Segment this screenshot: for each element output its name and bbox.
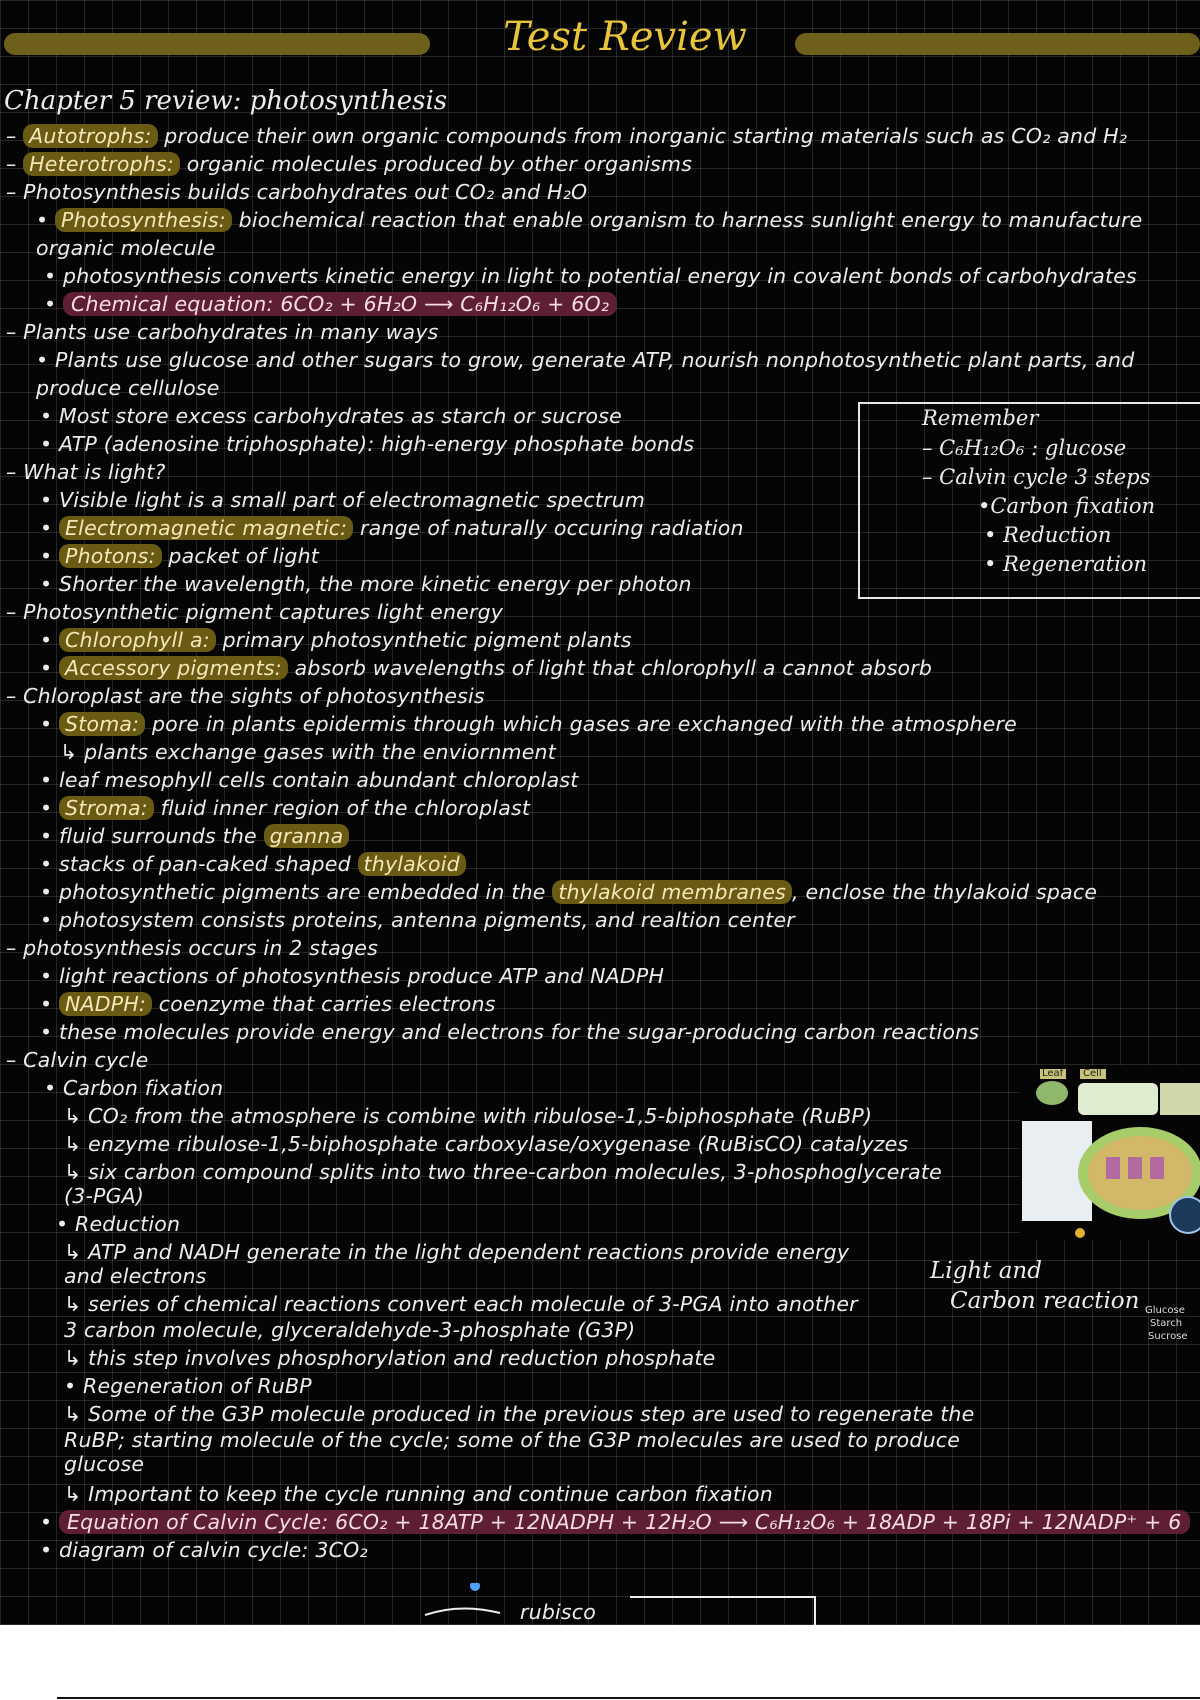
bullet-marker: • (40, 544, 60, 568)
note-line (64, 1104, 872, 1128)
title-bar-right (795, 33, 1200, 55)
note-line (36, 348, 1134, 372)
remember-item: • Regeneration (984, 552, 1148, 576)
note-line (40, 768, 579, 792)
bullet-marker: – (6, 460, 24, 484)
note-line (64, 1160, 942, 1184)
note-text: organic molecule (36, 236, 216, 260)
note-line (64, 1452, 144, 1476)
note-line (64, 1184, 144, 1208)
note-text: photosynthesis converts kinetic energy in light to potential energy in covalent bonds of carbohydrates (63, 264, 1137, 288)
note-line (44, 264, 1137, 288)
note-text: absorb wavelengths of light that chlorophyll a cannot absorb (287, 656, 933, 680)
note-line (6, 320, 439, 344)
note-line (6, 152, 692, 176)
note-line (40, 852, 466, 876)
bullet-marker: • (44, 1076, 64, 1100)
note-line (40, 992, 496, 1016)
note-text: CO₂ from the atmosphere is combine with ribulose-1,5-biphosphate (RuBP) (88, 1104, 873, 1128)
note-text: fluid surrounds the (59, 824, 264, 848)
note-text: biochemical reaction that enable organism to harness sunlight energy to manufacture (231, 208, 1143, 232)
bullet-marker: ↳ (64, 1160, 89, 1184)
highlighted-term: Chemical equation: 6CO₂ + 6H₂O ⟶ C₆H₁₂O₆ + 6O₂ (63, 292, 617, 316)
bullet-marker: • (40, 992, 60, 1016)
bullet-marker: ↳ (64, 1292, 89, 1316)
bullet-marker: ↳ (64, 1402, 89, 1426)
bullet-marker: • (40, 516, 60, 540)
highlighted-term: Heterotrophs: (23, 152, 180, 176)
note-line (64, 1428, 960, 1452)
figure-caption: Light and (930, 1258, 1042, 1284)
note-line (64, 1264, 207, 1288)
note-line (40, 964, 664, 988)
bullet-marker: • (44, 264, 64, 288)
bullet-marker: • (40, 908, 60, 932)
bullet-marker: • (40, 1020, 60, 1044)
note-text: Regeneration of RuBP (83, 1374, 312, 1398)
bullet-marker: • (36, 208, 56, 232)
note-line (40, 1020, 979, 1044)
bullet-marker: – (6, 936, 24, 960)
note-text: Photosynthetic pigment captures light energy (23, 600, 504, 624)
note-text: diagram of calvin cycle: 3CO₂ (59, 1538, 368, 1562)
figure-caption: Carbon reaction (950, 1288, 1140, 1314)
bullet-marker: • (36, 348, 56, 372)
note-line (40, 1510, 1190, 1534)
note-text: Important to keep the cycle running and continue carbon fixation (88, 1482, 773, 1506)
chapter-heading: Chapter 5 review: photosynthesis (4, 86, 448, 116)
note-line (64, 1240, 849, 1264)
note-line (64, 1292, 858, 1316)
bullet-marker: • (56, 1212, 76, 1236)
figure-label: Cell (1083, 1068, 1102, 1079)
note-line (40, 572, 692, 596)
note-text: enzyme ribulose-1,5-biphosphate carboxylase/oxygenase (RuBisCO) catalyzes (88, 1132, 909, 1156)
note-line (40, 880, 1097, 904)
note-line (40, 656, 932, 680)
bullet-marker: ↳ (64, 1346, 89, 1370)
note-text: Photosynthesis builds carbohydrates out CO₂ and H₂O (23, 180, 588, 204)
bullet-marker: ↳ (64, 1132, 89, 1156)
bullet-marker: – (6, 180, 24, 204)
note-line (56, 1212, 180, 1236)
note-line (40, 796, 530, 820)
bullet-marker: • (40, 964, 60, 988)
note-line (40, 908, 795, 932)
figure-label: Starch (1150, 1318, 1183, 1329)
bullet-marker: ↳ (64, 1104, 89, 1128)
remember-item: •Carbon fixation (978, 494, 1155, 518)
note-line (6, 936, 378, 960)
highlighted-term: Accessory pigments: (59, 656, 288, 680)
note-line (6, 600, 503, 624)
note-text: primary photosynthetic pigment plants (215, 628, 632, 652)
bullet-marker: – (6, 152, 24, 176)
note-text: Chloroplast are the sights of photosynthesis (23, 684, 485, 708)
note-line (40, 544, 319, 568)
note-line (6, 180, 587, 204)
note-line (40, 712, 1017, 736)
note-line (64, 1402, 974, 1426)
note-line (44, 1076, 223, 1100)
note-text: range of naturally occuring radiation (353, 516, 744, 540)
note-line (40, 1538, 368, 1562)
note-text: pore in plants epidermis through which gases are exchanged with the atmosphere (145, 712, 1017, 736)
note-line (40, 488, 645, 512)
note-line (6, 124, 1127, 148)
figure-label: Sucrose (1148, 1331, 1188, 1342)
note-text: glucose (64, 1452, 145, 1476)
note-line (36, 376, 220, 400)
note-text: Calvin cycle (23, 1048, 149, 1072)
bullet-marker: – (6, 320, 24, 344)
highlighted-term: Photons: (59, 544, 162, 568)
note-line (36, 236, 216, 260)
note-line (44, 292, 617, 316)
note-text: fluid inner region of the chloroplast (153, 796, 531, 820)
highlighted-term: Equation of Calvin Cycle: 6CO₂ + 18ATP + 12NADPH + 12H₂O ⟶ C₆H₁₂O₆ + 18ADP + 18Pi + 12NADP⁺ + 6 (59, 1510, 1190, 1534)
note-line (64, 1318, 635, 1342)
note-text: Some of the G3P molecule produced in the previous step are used to regenerate the (88, 1402, 975, 1426)
chloroplast-diagram (1020, 1065, 1200, 1240)
bullet-marker: • (40, 488, 60, 512)
bullet-marker: – (6, 124, 24, 148)
note-text: Plants use glucose and other sugars to grow, generate ATP, nourish nonphotosynthetic plant parts, and (55, 348, 1135, 372)
note-text: produce their own organic compounds from inorganic starting materials such as CO₂ and H₂ (157, 124, 1128, 148)
note-line (64, 1482, 773, 1506)
note-text: this step involves phosphorylation and reduction phosphate (88, 1346, 716, 1370)
note-line (40, 516, 744, 540)
bullet-marker: – (6, 1048, 24, 1072)
chloroplast-illustration (1020, 1065, 1200, 1240)
bullet-marker: • (40, 656, 60, 680)
note-text: plants exchange gases with the enviornment (84, 740, 556, 764)
calvin-cycle-sketch (415, 1583, 825, 1625)
bullet-marker: • (40, 572, 60, 596)
note-line (40, 432, 694, 456)
note-text: stacks of pan-caked shaped (59, 852, 358, 876)
page-title: Test Review (503, 14, 747, 60)
note-text: Shorter the wavelength, the more kinetic energy per photon (59, 572, 692, 596)
note-line (64, 1374, 312, 1398)
title-bar-left (4, 33, 430, 55)
bullet-marker: • (40, 796, 60, 820)
bullet-marker: • (40, 824, 60, 848)
note-text: photosynthetic pigments are embedded in the (59, 880, 553, 904)
note-text: ATP and NADH generate in the light dependent reactions provide energy (88, 1240, 850, 1264)
highlighted-term: Stoma: (59, 712, 145, 736)
note-line (6, 684, 485, 708)
note-text: ATP (adenosine triphosphate): high-energy phosphate bonds (59, 432, 695, 456)
rubisco-label: rubisco (520, 1600, 597, 1624)
note-text: produce cellulose (36, 376, 220, 400)
bullet-marker: • (44, 292, 64, 316)
note-text: photosystem consists proteins, antenna pigments, and realtion center (59, 908, 795, 932)
bullet-marker: ↳ (64, 1482, 89, 1506)
bullet-marker: – (6, 684, 24, 708)
bullet-marker: • (40, 768, 60, 792)
highlighted-term: NADPH: (59, 992, 152, 1016)
note-line (36, 208, 1143, 232)
note-text: packet of light (161, 544, 319, 568)
note-line (40, 404, 622, 428)
highlighted-term: Stroma: (59, 796, 154, 820)
note-text: organic molecules produced by other organisms (180, 152, 693, 176)
remember-heading: Remember (922, 406, 1039, 430)
bullet-marker: • (40, 880, 60, 904)
highlighted-term: Photosynthesis: (55, 208, 232, 232)
bullet-marker: • (40, 1538, 60, 1562)
bullet-marker: • (40, 852, 60, 876)
note-text: 3 carbon molecule, glyceraldehyde-3-phosphate (G3P) (64, 1318, 636, 1342)
highlighted-term: Chlorophyll a: (59, 628, 216, 652)
highlighted-term: granna (264, 824, 350, 848)
note-text: these molecules provide energy and electrons for the sugar-producing carbon reactions (59, 1020, 980, 1044)
note-text: Reduction (75, 1212, 181, 1236)
note-text: Visible light is a small part of electromagnetic spectrum (59, 488, 646, 512)
figure-label: Leaf (1042, 1068, 1064, 1079)
bullet-marker: – (6, 600, 24, 624)
highlighted-term: thylakoid (358, 852, 466, 876)
remember-item: – C₆H₁₂O₆ : glucose (922, 436, 1127, 460)
bullet-marker: • (40, 712, 60, 736)
figure-label: Glucose (1145, 1305, 1185, 1316)
bullet-marker: • (40, 628, 60, 652)
bullet-marker: • (64, 1374, 84, 1398)
note-text: , enclose the thylakoid space (792, 880, 1098, 904)
note-text: and electrons (64, 1264, 207, 1288)
note-text: series of chemical reactions convert each molecule of 3-PGA into another (88, 1292, 858, 1316)
note-line (40, 824, 349, 848)
highlighted-term: thylakoid membranes (552, 880, 792, 904)
note-line (6, 1048, 148, 1072)
note-line (40, 628, 632, 652)
highlighted-term: Autotrophs: (23, 124, 157, 148)
note-text: (3-PGA) (64, 1184, 145, 1208)
note-text: coenzyme that carries electrons (152, 992, 496, 1016)
note-text: Carbon fixation (63, 1076, 224, 1100)
bullet-marker: • (40, 1510, 60, 1534)
note-text: Most store excess carbohydrates as starch or sucrose (59, 404, 622, 428)
note-text: RuBP; starting molecule of the cycle; some of the G3P molecules are used to produce (64, 1428, 961, 1452)
note-text: photosynthesis occurs in 2 stages (23, 936, 378, 960)
note-text: light reactions of photosynthesis produce ATP and NADPH (59, 964, 665, 988)
note-line (64, 1346, 715, 1370)
note-text: Plants use carbohydrates in many ways (23, 320, 439, 344)
note-text: six carbon compound splits into two three-carbon molecules, 3-phosphoglycerate (88, 1160, 942, 1184)
bullet-marker: ↳ (60, 740, 85, 764)
note-line (64, 1132, 908, 1156)
note-text: What is light? (23, 460, 166, 484)
page-rule (57, 1697, 1200, 1699)
bullet-marker: • (40, 432, 60, 456)
remember-item: – Calvin cycle 3 steps (922, 465, 1151, 489)
bullet-marker: ↳ (64, 1240, 89, 1264)
remember-item: • Reduction (984, 523, 1112, 547)
note-line (6, 460, 166, 484)
highlighted-term: Electromagnetic magnetic: (59, 516, 353, 540)
note-text: leaf mesophyll cells contain abundant chloroplast (59, 768, 579, 792)
bullet-marker: • (40, 404, 60, 428)
note-line (60, 740, 556, 764)
